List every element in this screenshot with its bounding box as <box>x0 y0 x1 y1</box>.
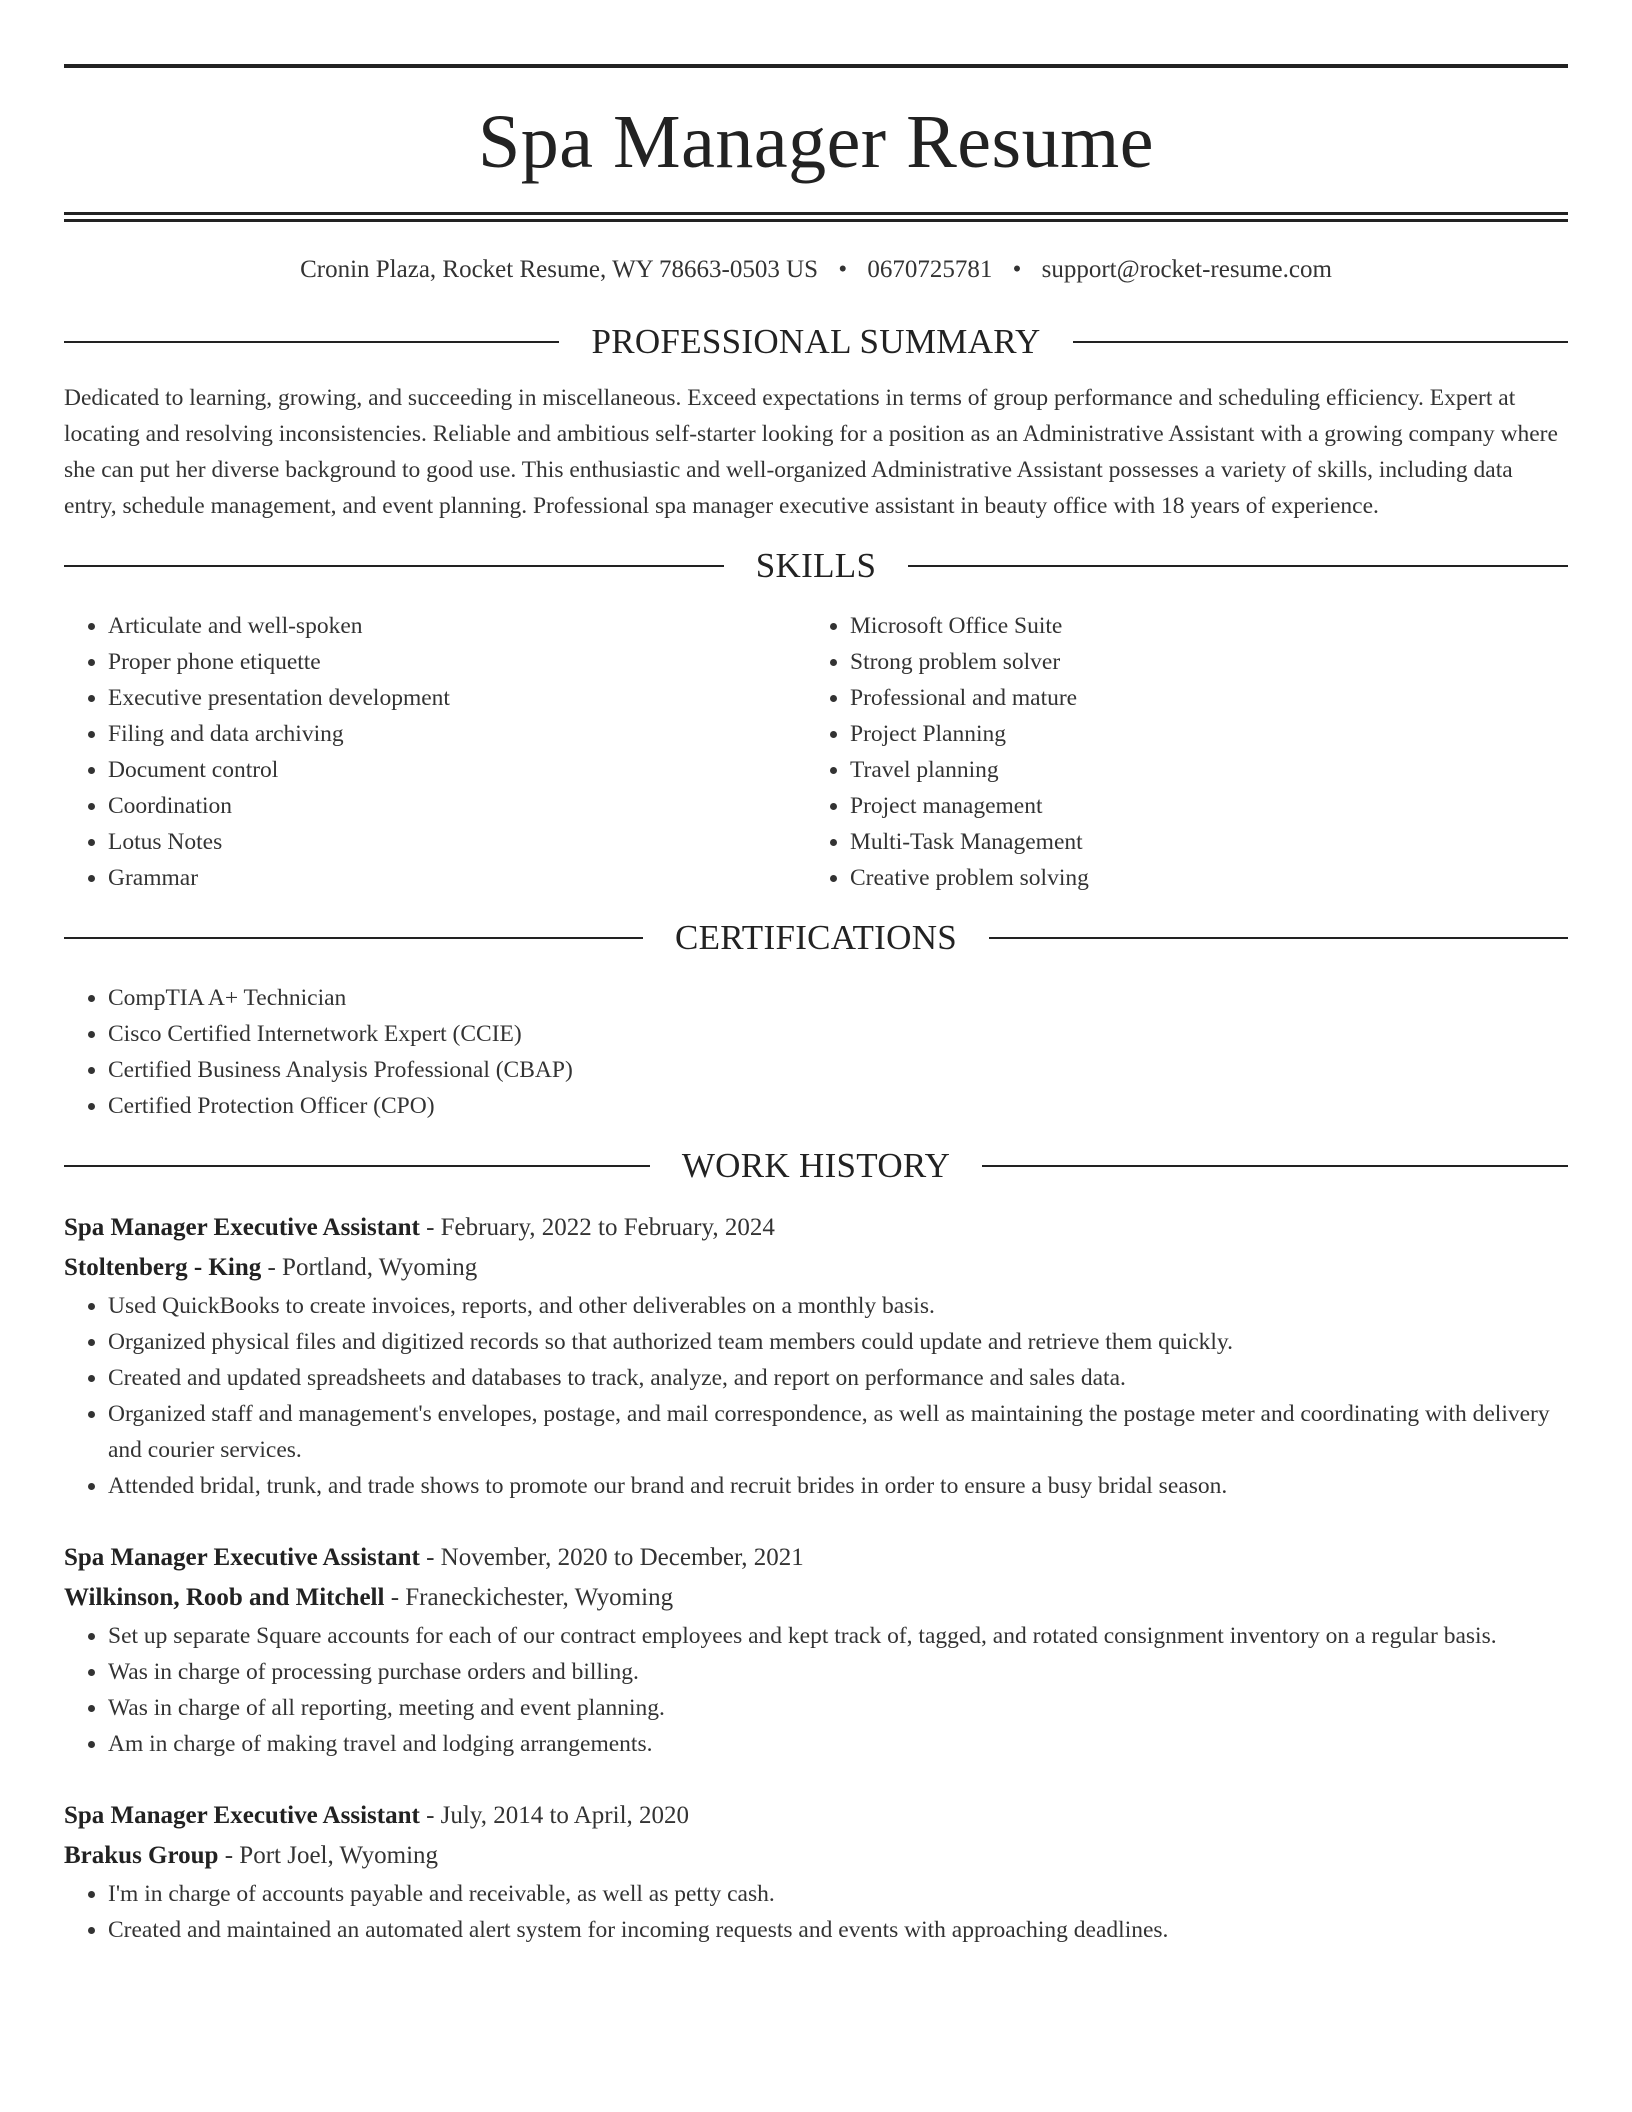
heading-rule-right <box>982 1165 1568 1167</box>
skill-item: • Document control <box>108 752 806 788</box>
job-bullet: • I'm in charge of accounts payable and receivable, as well as petty cash. <box>108 1876 1568 1912</box>
contact-address: Cronin Plaza, Rocket Resume, WY 78663-0503 US <box>300 256 819 283</box>
job-location: - Port Joel, Wyoming <box>218 1842 439 1869</box>
job-location: - Portland, Wyoming <box>261 1254 478 1281</box>
heading-rule-right <box>989 937 1568 939</box>
job-entry <box>64 1796 1568 1948</box>
skills-heading-label: SKILLS <box>755 546 877 585</box>
summary-heading <box>64 322 1568 362</box>
job-company: Wilkinson, Roob and Mitchell <box>64 1584 385 1611</box>
job-company-line <box>64 1578 1568 1618</box>
job-bullet: • Attended bridal, trunk, and trade shows to promote our brand and recruit brides in order to ensure a busy bridal season. <box>108 1468 1568 1504</box>
skill-item: • Professional and mature <box>850 680 1548 716</box>
certifications-heading-label: CERTIFICATIONS <box>674 918 958 957</box>
job-bullets <box>64 1618 1568 1762</box>
skill-item: • Lotus Notes <box>108 824 806 860</box>
job-bullets <box>64 1876 1568 1948</box>
certification-item: • Certified Protection Officer (CPO) <box>108 1088 1568 1124</box>
contact-phone: 0670725781 <box>867 256 993 283</box>
heading-rule-left <box>64 565 724 567</box>
skills-column-right <box>806 608 1548 896</box>
skill-item: • Grammar <box>108 860 806 896</box>
resume-page <box>64 64 1568 1948</box>
job-entry <box>64 1538 1568 1762</box>
job-bullet: • Was in charge of processing purchase orders and billing. <box>108 1654 1568 1690</box>
job-title-line <box>64 1208 1568 1248</box>
contact-line <box>64 256 1568 284</box>
work-history-heading-label: WORK HISTORY <box>681 1146 951 1185</box>
skill-item: • Project management <box>850 788 1548 824</box>
job-title-line <box>64 1796 1568 1836</box>
job-title-line <box>64 1538 1568 1578</box>
skills-grid <box>64 608 1568 896</box>
skills-heading <box>64 546 1568 586</box>
job-bullet: • Created and maintained an automated alert system for incoming requests and events with approaching deadlines. <box>108 1912 1568 1948</box>
certification-item: • Certified Business Analysis Professional (CBAP) <box>108 1052 1568 1088</box>
skill-item: • Microsoft Office Suite <box>850 608 1548 644</box>
job-company-line <box>64 1836 1568 1876</box>
job-bullet: • Organized physical files and digitized records so that authorized team members could update and retrieve them quickly. <box>108 1324 1568 1360</box>
skill-item: • Multi-Task Management <box>850 824 1548 860</box>
skill-item: • Travel planning <box>850 752 1548 788</box>
title-double-rule <box>64 212 1568 222</box>
skill-item: • Strong problem solver <box>850 644 1548 680</box>
job-bullet: • Used QuickBooks to create invoices, reports, and other deliverables on a monthly basis. <box>108 1288 1568 1324</box>
heading-rule-left <box>64 341 559 343</box>
contact-separator: • <box>838 256 848 283</box>
job-dates: - July, 2014 to April, 2020 <box>419 1802 690 1829</box>
work-history-heading <box>64 1146 1568 1186</box>
certification-item: • CompTIA A+ Technician <box>108 980 1568 1016</box>
job-company: Brakus Group <box>64 1842 219 1869</box>
heading-rule-left <box>64 937 643 939</box>
heading-rule-left <box>64 1165 650 1167</box>
job-location: - Franeckichester, Wyoming <box>384 1584 674 1611</box>
skill-item: • Filing and data archiving <box>108 716 806 752</box>
certifications-list <box>64 980 1568 1124</box>
job-title: Spa Manager Executive Assistant <box>64 1544 420 1571</box>
contact-separator: • <box>1012 256 1022 283</box>
job-bullet: • Am in charge of making travel and lodging arrangements. <box>108 1726 1568 1762</box>
job-dates: - February, 2022 to February, 2024 <box>419 1214 775 1241</box>
summary-text: Dedicated to learning, growing, and succeeding in miscellaneous. Exceed expectations in terms of group performance and scheduling efficiency. Expert at locating and resolving inconsistencies. Reliable and ambitious self-starter looking for a position as an Administrative Assistant with a growing company where she can put her diverse background to good use. This enthusiastic and well-organized Administrative Assistant possesses a variety of skills, including data entry, schedule management, and event planning. Professional spa manager executive assistant in beauty office with 18 years of experience. <box>64 385 1558 519</box>
job-bullets <box>64 1288 1568 1504</box>
summary-heading-label: PROFESSIONAL SUMMARY <box>591 322 1041 361</box>
skill-item: • Project Planning <box>850 716 1548 752</box>
job-entry <box>64 1208 1568 1504</box>
top-rule <box>64 64 1568 68</box>
skills-column-left <box>64 608 806 896</box>
resume-title: Spa Manager Resume <box>478 100 1154 184</box>
skill-item: • Articulate and well-spoken <box>108 608 806 644</box>
skill-item: • Proper phone etiquette <box>108 644 806 680</box>
job-title: Spa Manager Executive Assistant <box>64 1214 420 1241</box>
job-dates: - November, 2020 to December, 2021 <box>419 1544 804 1571</box>
job-bullet: • Created and updated spreadsheets and databases to track, analyze, and report on performance and sales data. <box>108 1360 1568 1396</box>
certifications-heading <box>64 918 1568 958</box>
heading-rule-right <box>908 565 1568 567</box>
skills-list-right <box>806 608 1548 896</box>
job-company: Stoltenberg - King <box>64 1254 262 1281</box>
skill-item: • Creative problem solving <box>850 860 1548 896</box>
certifications-bullets <box>64 980 1568 1124</box>
heading-rule-right <box>1073 341 1568 343</box>
contact-email: support@rocket-resume.com <box>1041 256 1332 283</box>
job-bullet: • Organized staff and management's envelopes, postage, and mail correspondence, as well as maintaining the postage meter and coordinating with delivery and courier services. <box>108 1396 1568 1468</box>
certification-item: • Cisco Certified Internetwork Expert (CCIE) <box>108 1016 1568 1052</box>
skill-item: • Executive presentation development <box>108 680 806 716</box>
skills-list-left <box>64 608 806 896</box>
skill-item: • Coordination <box>108 788 806 824</box>
job-company-line <box>64 1248 1568 1288</box>
job-bullet: • Set up separate Square accounts for each of our contract employees and kept track of, tagged, and rotated consignment inventory on a regular basis. <box>108 1618 1568 1654</box>
job-bullet: • Was in charge of all reporting, meeting and event planning. <box>108 1690 1568 1726</box>
job-title: Spa Manager Executive Assistant <box>64 1802 420 1829</box>
